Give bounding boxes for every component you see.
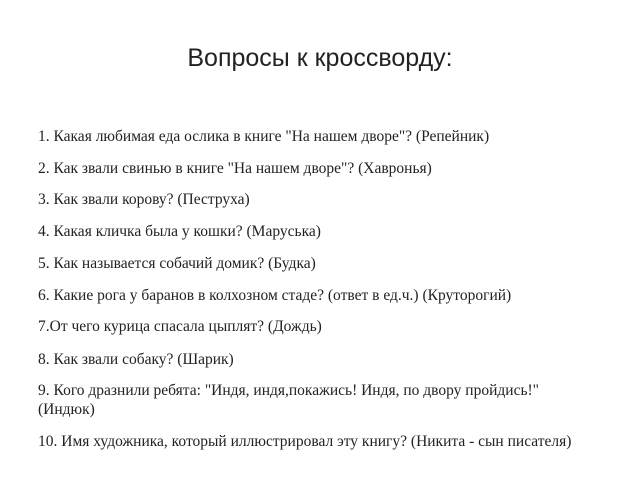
question-7: 7.От чего курица спасала цыплят? (Дождь) — [38, 318, 322, 335]
question-2: 2. Как звали свинью в книге "На нашем дворе"? (Хавронья) — [38, 160, 432, 177]
question-6: 6. Какие рога у баранов в колхозном стаде? (ответ в ед.ч.) (Круторогий) — [38, 287, 512, 304]
question-4: 4. Какая кличка была у кошки? (Маруська) — [38, 223, 321, 240]
question-3: 3. Как звали корову? (Пеструха) — [38, 191, 250, 208]
page-title: Вопросы к кроссворду: — [187, 44, 453, 72]
question-5: 5. Как называется собачий домик? (Будка) — [38, 255, 316, 272]
question-10: 10. Имя художника, который иллюстрировал эту книгу? (Никита - сын писателя) — [38, 433, 572, 450]
question-8: 8. Как звали собаку? (Шарик) — [38, 351, 234, 368]
question-9: 9. Кого дразнили ребята: "Индя, индя,покажись! Индя, по двору пройдись!" (Индюк) — [38, 382, 540, 418]
question-1: 1. Какая любимая еда ослика в книге "На нашем дворе"? (Репейник) — [38, 128, 490, 145]
